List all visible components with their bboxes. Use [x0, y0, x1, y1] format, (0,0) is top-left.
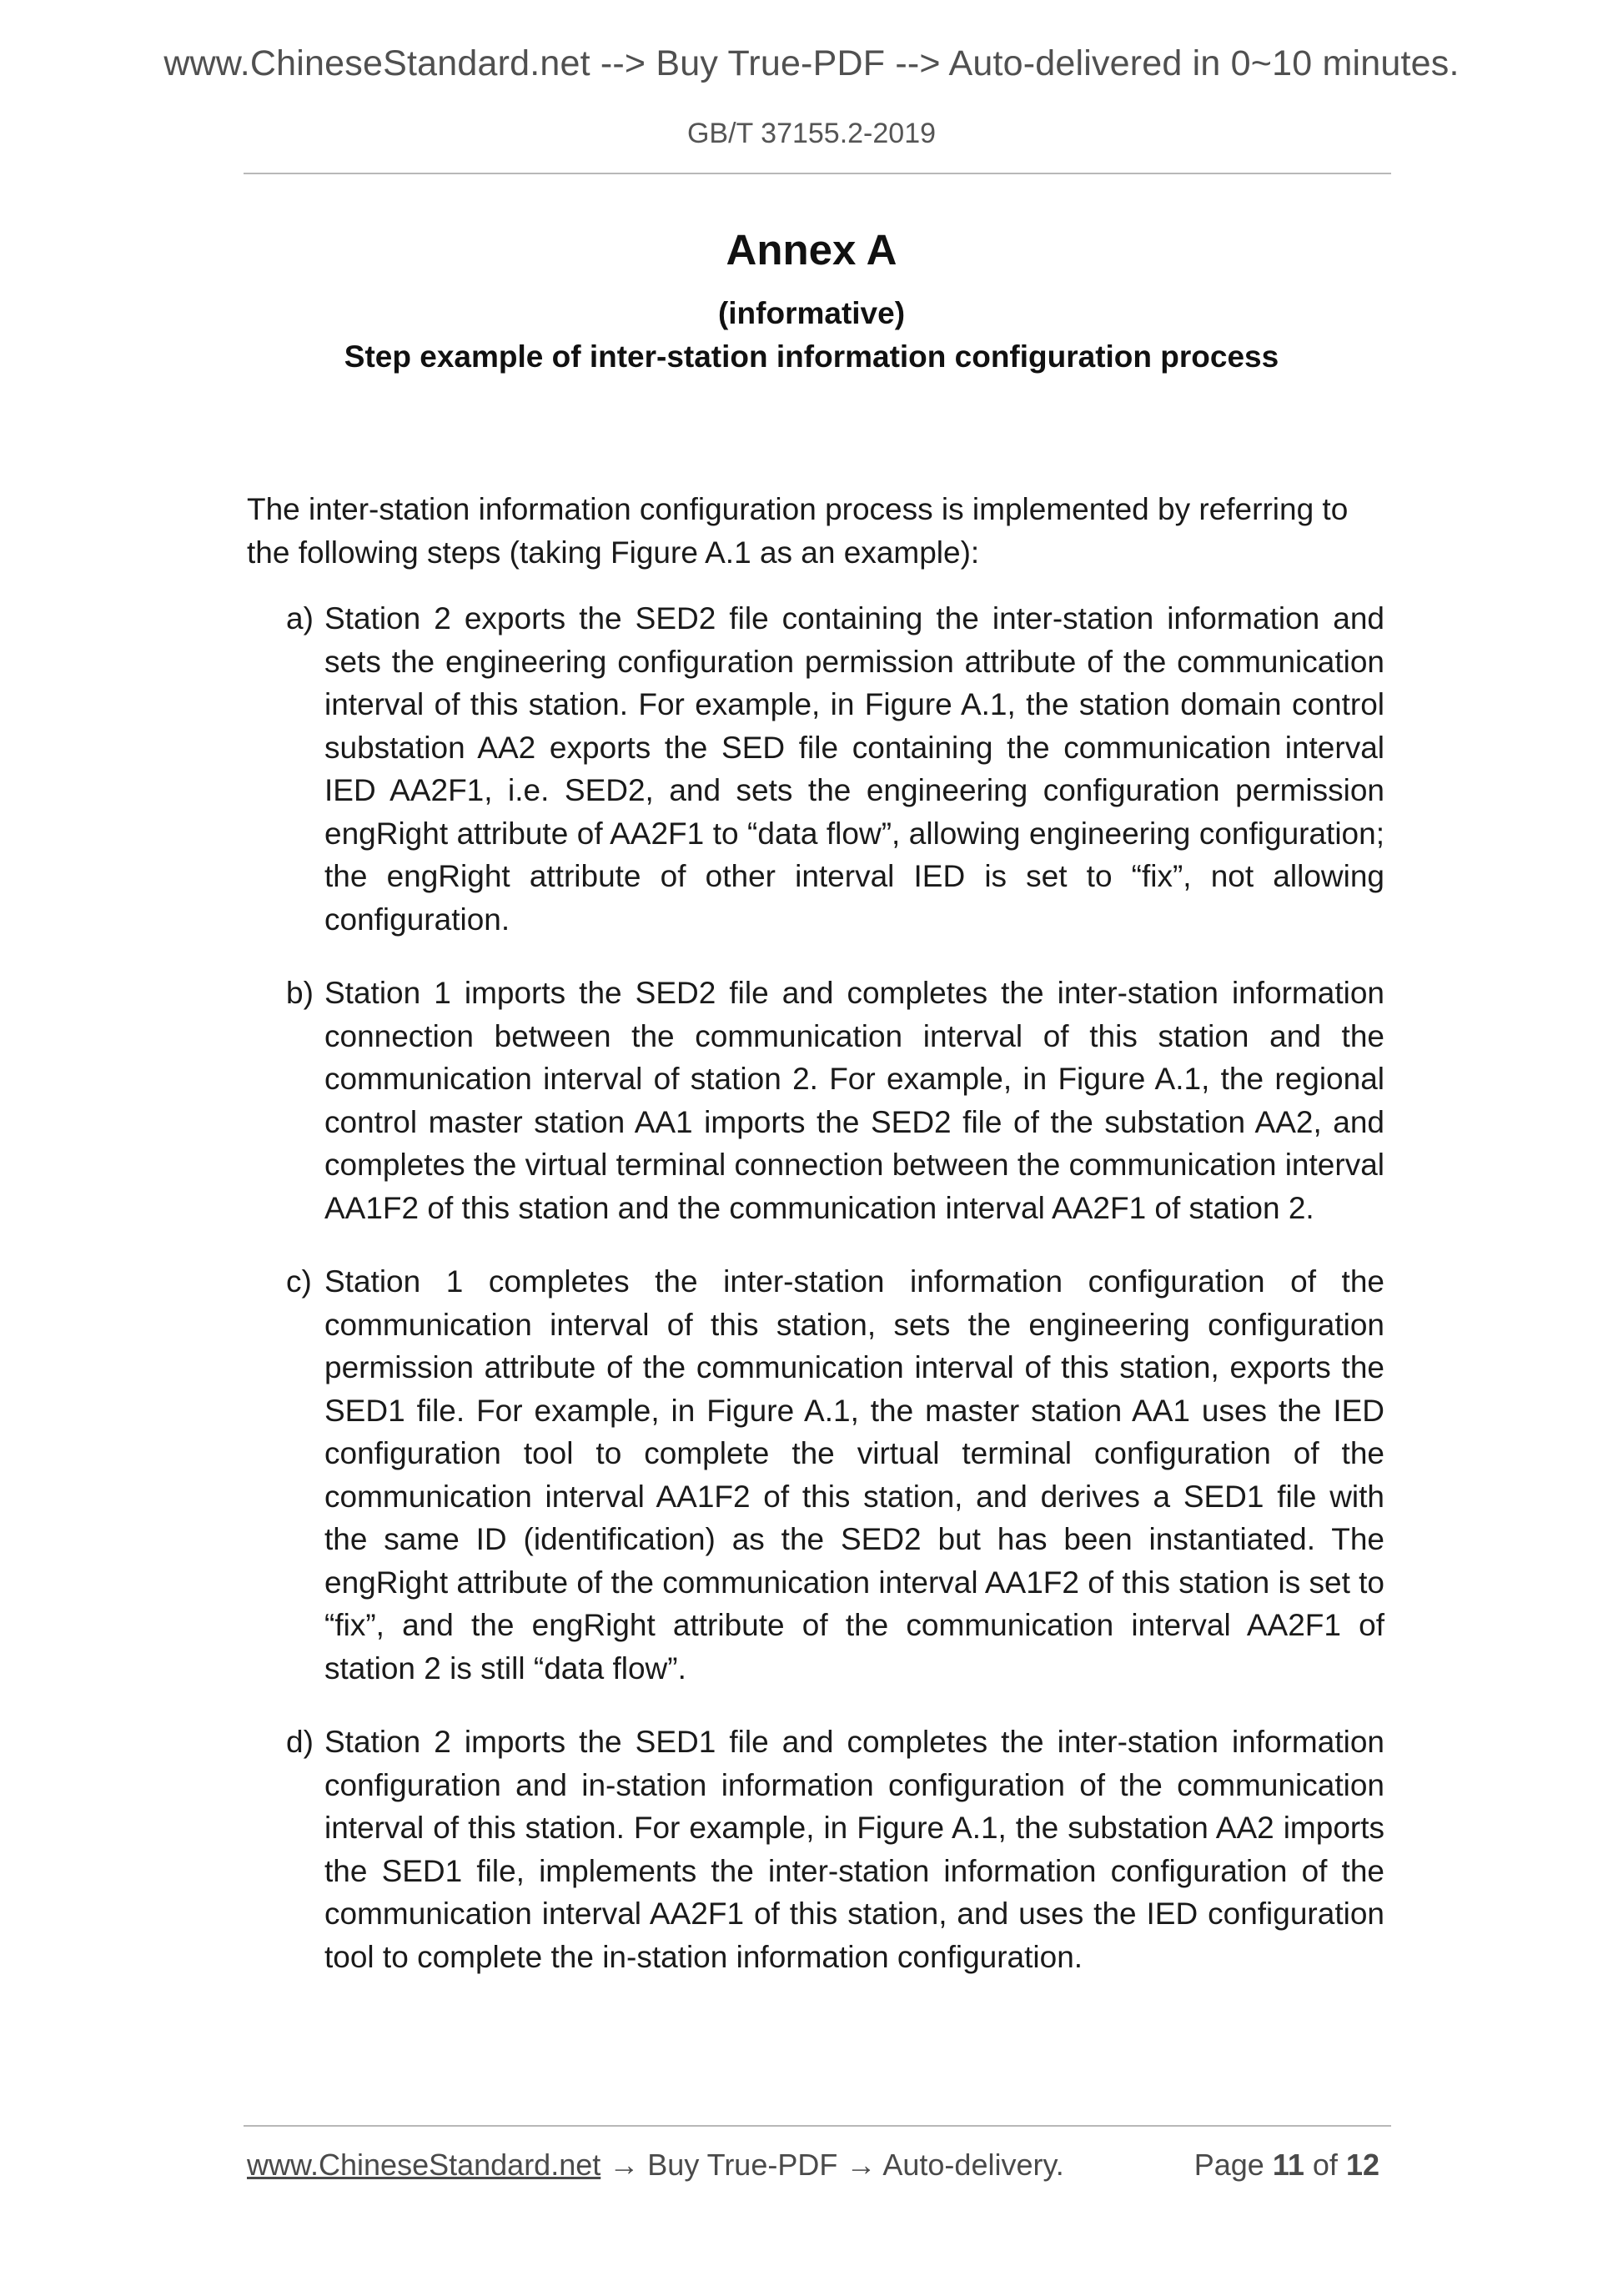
annex-title: Annex A: [726, 226, 897, 274]
footer-buy-text: Buy True-PDF: [647, 2148, 838, 2182]
header-banner: www.ChineseStandard.net --> Buy True-PDF --> Auto-delivered in 0~10 minutes.: [163, 43, 1460, 83]
page-label: Page: [1193, 2148, 1264, 2182]
step-marker: c): [286, 1264, 312, 1299]
step-text: Station 1 completes the inter-station information configuration of the communication interval of this station, sets the engineering configuration permission attribute of the communication interval of this station, exports the SED1 file. For example, in Figure A.1, the master station AA1 uses the IED configuration tool to complete the virtual terminal configuration of the communication interval AA1F2 of this station, and derives a SED1 file with the same ID (identification) as the SED2 but has been instantiated. The engRight attribute of the communication interval AA1F2 of this station is set to “fix”, and the engRight attribute of the communication interval AA2F1 of station 2 is still “data flow”.: [324, 1264, 1385, 1686]
footer-site-link[interactable]: www.ChineseStandard.net: [247, 2148, 601, 2182]
intro-paragraph: The inter-station information configuration process is implemented by referring to the following steps (taking Figure A.1 as an example):: [247, 492, 1349, 570]
footer-promo: [247, 2148, 1064, 2183]
footer-delivery-text: Auto-delivery.: [882, 2148, 1064, 2182]
page-total: 12: [1345, 2148, 1379, 2182]
step-text: Station 2 exports the SED2 file containing the inter-station information and sets the engineering configuration permission attribute of the communication interval of this station. For example, in Figure A.1, the station domain control substation AA2 exports the SED file containing the communication interval IED AA2F1, i.e. SED2, and sets the engineering configuration permission engRight attribute of AA2F1 to “data flow”, allowing engineering configuration; the engRight attribute of other interval IED is set to “fix”, not allowing configuration.: [324, 601, 1384, 937]
step-item-c: [247, 1260, 1384, 1690]
arrow-right-icon: →: [609, 2148, 640, 2182]
footer-divider: [244, 2125, 1391, 2127]
step-marker: b): [286, 976, 314, 1010]
step-list: [247, 597, 1384, 1978]
arrow-right-icon: →: [846, 2148, 877, 2182]
step-text: Station 1 imports the SED2 file and completes the inter-station information connection between the communication interval of this station and the communication interval of station 2. For example, in Figure A.1, the regional control master station AA1 imports the SED2 file of the substation AA2, and completes the virtual terminal connection between the communication interval AA1F2 of this station and the communication interval AA2F1 of station 2.: [324, 976, 1384, 1225]
header-divider: [244, 173, 1391, 174]
step-marker: a): [286, 601, 314, 636]
step-item-b: [247, 972, 1384, 1229]
step-marker: d): [286, 1725, 314, 1759]
page-current: 11: [1272, 2148, 1304, 2182]
annex-type: (informative): [717, 296, 906, 330]
page-number: [1194, 2148, 1379, 2183]
annex-subtitle: Step example of inter-station information configuration process: [344, 339, 1279, 374]
step-item-d: [247, 1721, 1384, 1978]
page-of-label: of: [1312, 2148, 1338, 2182]
step-item-a: [247, 597, 1384, 941]
standard-number: GB/T 37155.2-2019: [686, 118, 937, 149]
document-body: [247, 488, 1384, 2009]
step-text: Station 2 imports the SED1 file and completes the inter-station information configuration and in-station information configuration of the communication interval of this station. For example, in Figure A.1, the substation AA2 imports the SED1 file, implements the inter-station information configuration of the communication interval AA2F1 of this station, and uses the IED configuration tool to complete the in-station information configuration.: [324, 1725, 1384, 1974]
